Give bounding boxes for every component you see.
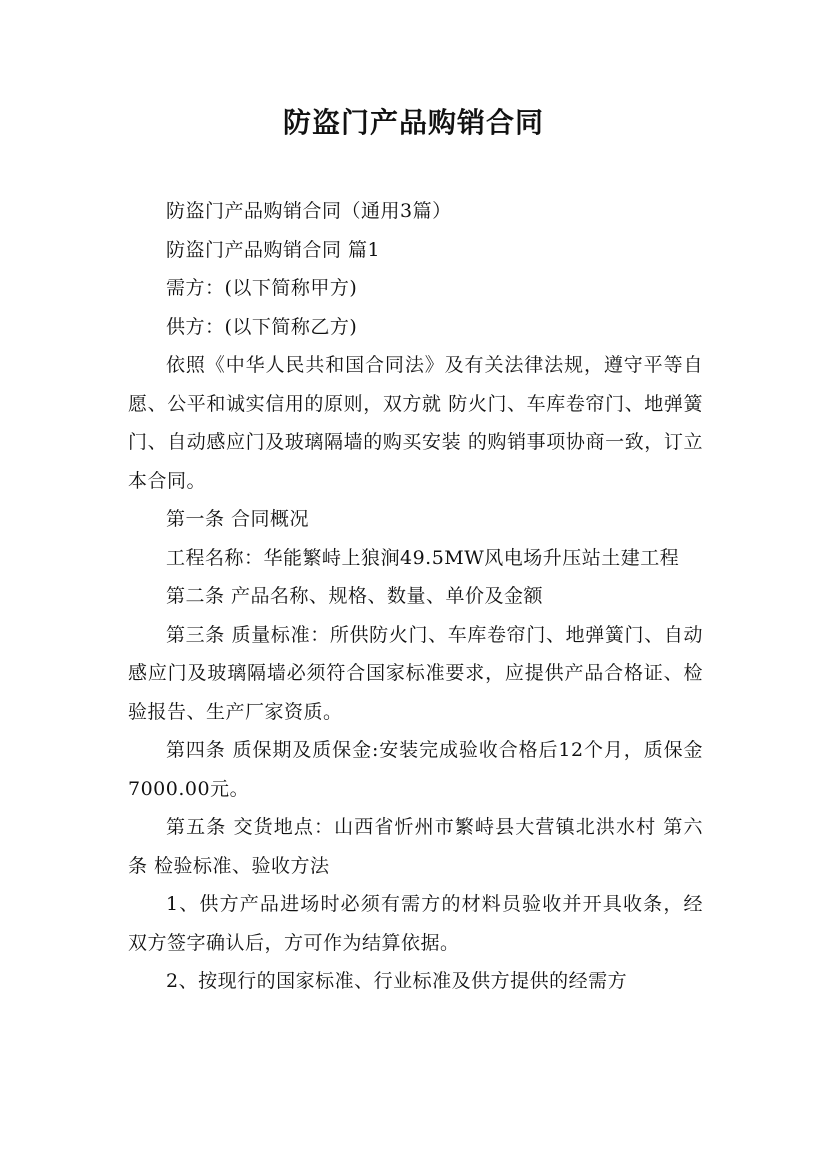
paragraph-supplier: 供方：(以下简称乙方) — [166, 315, 358, 338]
paragraph-article-5: 第五条 交货地点：山西省忻州市繁峙县大营镇北洪水村 第六条 检验标准、验收方法 — [128, 816, 703, 877]
paragraph-item-1: 1、供方产品进场时必须有需方的材料员验收并开具收条，经双方签字确认后，方可作为结算依据。 — [128, 893, 703, 954]
paragraph-article-3: 第三条 质量标准：所供防火门、车库卷帘门、地弹簧门、自动感应门及玻璃隔墙必须符合国家标准要求，应提供产品合格证、检验报告、生产厂家资质。 — [128, 623, 703, 723]
paragraph-buyer: 需方：(以下简称甲方) — [166, 277, 358, 299]
paragraph-article-4: 第四条 质保期及质保金:安装完成验收合格后12个月，质保金7000.00元。 — [128, 739, 703, 800]
document-title: 防盗门产品购销合同 — [282, 106, 544, 139]
paragraph-subtitle: 防盗门产品购销合同（通用3篇） — [166, 200, 452, 222]
paragraph-part-heading: 防盗门产品购销合同 篇1 — [166, 238, 381, 261]
paragraph-item-2: 2、按现行的国家标准、行业标准及供方提供的经需方 — [166, 970, 628, 992]
paragraph-project-name: 工程名称：华能繁峙上狼涧49.5MW风电场升压站土建工程 — [166, 546, 680, 569]
paragraph-article-2: 第二条 产品名称、规格、数量、单价及金额 — [166, 585, 544, 607]
paragraph-preamble: 依照《中华人民共和国合同法》及有关法律法规，遵守平等自愿、公平和诚实信用的原则，双方就 防火门、车库卷帘门、地弹簧门、自动感应门及玻璃隔墙的购买安装 的购销事项协商一致，订立本合同。 — [128, 354, 703, 492]
document-body — [128, 192, 703, 1001]
paragraph-article-1: 第一条 合同概况 — [166, 508, 310, 530]
